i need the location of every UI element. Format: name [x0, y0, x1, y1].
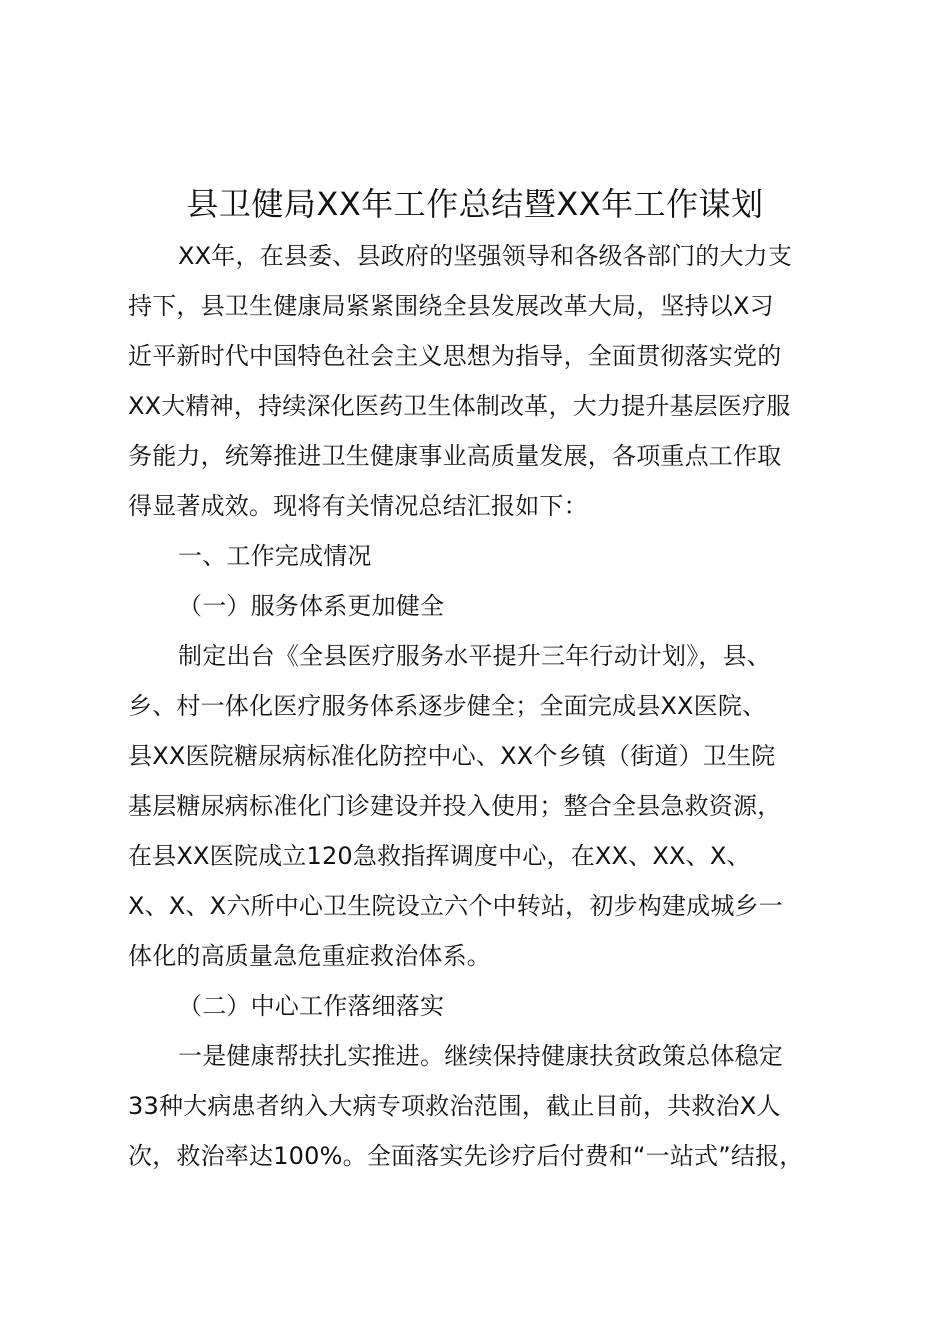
paragraph-line: 次，救治率达100%。全面落实先诊疗后付费和“一站式”结报， [128, 1142, 804, 1170]
paragraph-line: 得显著成效。现将有关情况总结汇报如下： [128, 492, 588, 520]
paragraph-line: 33种大病患者纳入大病专项救治范围，截止目前，共救治X人 [128, 1092, 781, 1120]
subsection-heading: （一）服务体系更加健全 [178, 592, 445, 620]
paragraph-line: 乡、村一体化医疗服务体系逐步健全；全面完成县XX医院、 [128, 692, 767, 720]
paragraph-line: 基层糖尿病标准化门诊建设并投入使用；整合全县急救资源， [128, 792, 782, 820]
paragraph-line: 制定出台《全县医疗服务水平提升三年行动计划》，县、 [178, 642, 771, 670]
section-heading: 一、工作完成情况 [178, 542, 372, 570]
paragraph-line: 近平新时代中国特色社会主义思想为指导，全面贯彻落实党的 [128, 342, 782, 370]
paragraph-line: X、X、X六所中心卫生院设立六个中转站，初步构建成城乡一 [128, 892, 783, 920]
paragraph-line: 在县XX医院成立120急救指挥调度中心，在XX、XX、X、 [128, 842, 751, 870]
paragraph-line: 体化的高质量急危重症救治体系。 [128, 942, 491, 970]
paragraph-line: 一是健康帮扶扎实推进。继续保持健康扶贫政策总体稳定 [178, 1042, 783, 1070]
subsection-heading: （二）中心工作落细落实 [178, 992, 445, 1020]
paragraph-line: 务能力，统筹推进卫生健康事业高质量发展，各项重点工作取 [128, 442, 782, 470]
paragraph-line: XX年，在县委、县政府的坚强领导和各级各部门的大力支 [178, 242, 793, 270]
paragraph-line: XX大精神，持续深化医药卫生体制改革，大力提升基层医疗服 [128, 392, 791, 420]
document-title: 县卫健局XX年工作总结暨XX年工作谋划 [186, 185, 764, 223]
paragraph-line: 持下，县卫生健康局紧紧围绕全县发展改革大局，坚持以X习 [128, 292, 774, 320]
paragraph-line: 县XX医院糖尿病标准化防控中心、XX个乡镇（街道）卫生院 [128, 742, 776, 770]
